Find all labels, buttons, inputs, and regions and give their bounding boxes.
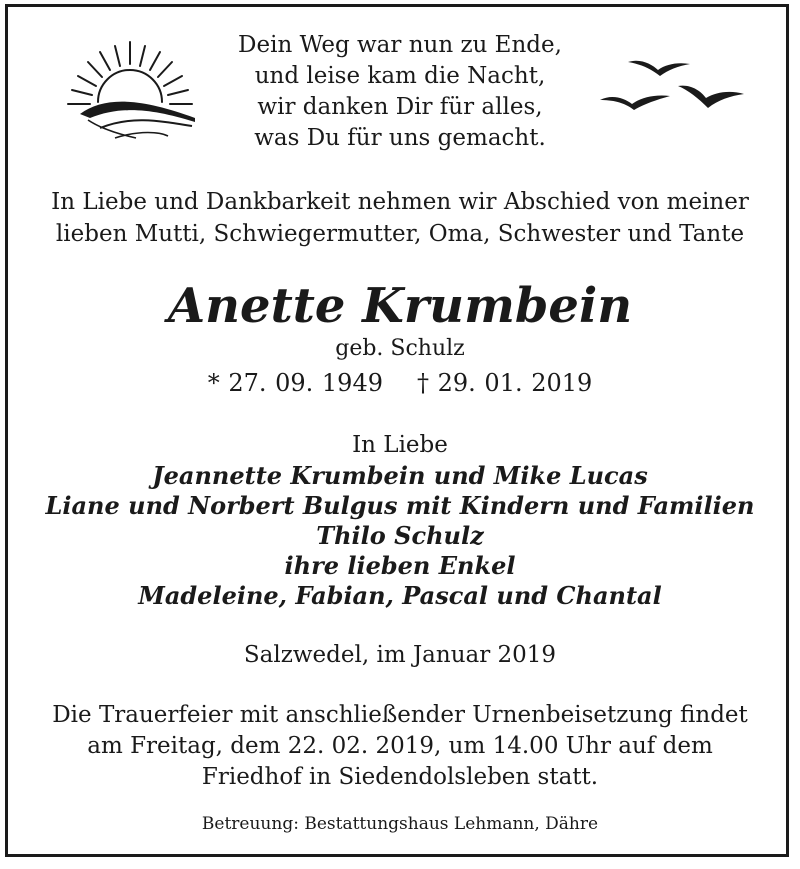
funeral-info [0,700,800,793]
mourner-line: Liane und Norbert Bulgus mit Kindern und Familien [45,491,755,520]
poem [0,30,800,154]
funeral-line: Die Trauerfeier mit anschließender Urnenbeisetzung findet [52,702,748,728]
funeral-line: am Freitag, dem 22. 02. 2019, um 14.00 Uhr auf dem [87,733,713,759]
poem-line: wir danken Dir für alles, [257,94,543,120]
mourner-line: Madeleine, Fabian, Pascal und Chantal [138,581,662,610]
poem-line: was Du für uns gemacht. [254,125,546,151]
mourner-line: Thilo Schulz [316,521,484,550]
deceased-name: Anette Krumbein [167,278,633,334]
mourner-line: Jeannette Krumbein und Mike Lucas [152,461,648,490]
death-date: † 29. 01. 2019 [417,369,593,397]
poem-line: und leise kam die Nacht, [254,63,546,89]
life-dates [0,367,800,399]
mourners-list [0,461,800,611]
funeral-home-credit: Betreuung: Bestattungshaus Lehmann, Dähre [201,814,599,834]
poem-line: Dein Weg war nun zu Ende, [238,32,562,58]
mourner-line: ihre lieben Enkel [284,551,516,580]
intro-text [0,186,800,250]
place-date: Salzwedel, im Januar 2019 [243,642,557,668]
intro-line: lieben Mutti, Schwiegermutter, Oma, Schwester und Tante [55,221,745,247]
funeral-line: Friedhof in Siedendolsleben statt. [201,764,599,790]
birth-name: geb. Schulz [335,336,465,361]
birth-date: * 27. 09. 1949 [207,369,383,397]
mourners-heading: In Liebe [352,432,448,458]
intro-line: In Liebe und Dankbarkeit nehmen wir Abschied von meiner [51,189,749,215]
